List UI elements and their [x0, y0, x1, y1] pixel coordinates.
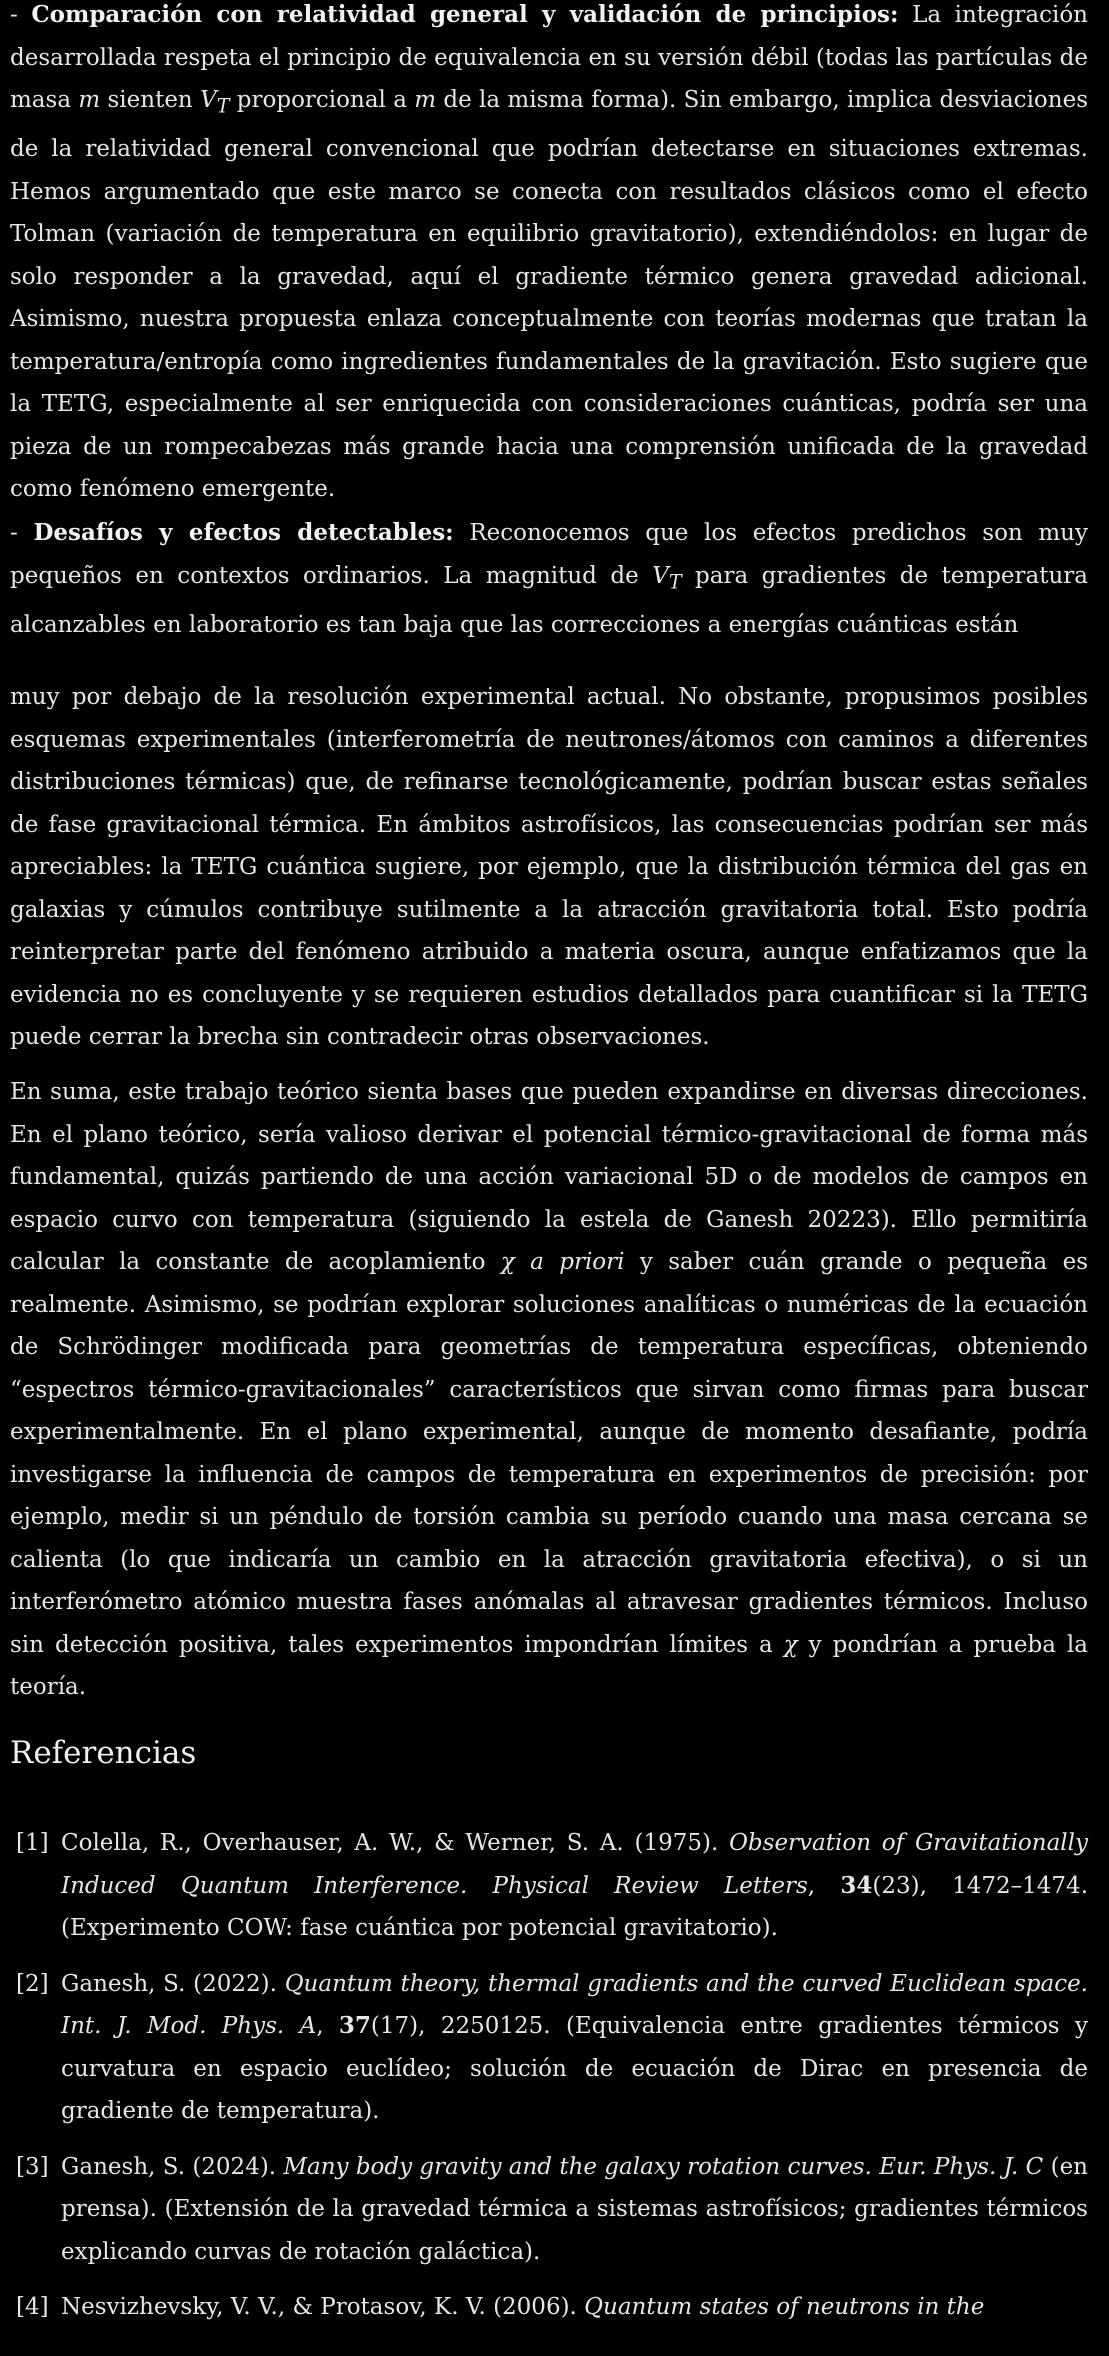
reference-title: Observation of Gravitationally Induced Quantum Interference. Physical Review Letters [61, 1830, 1088, 1899]
reference-details: (17), 2250125. (Equivalencia entre gradientes térmicos y curvatura en espacio euclídeo; solución de ecuación de Dirac en presencia de gradiente de temperatura). [61, 2013, 1088, 2124]
reference-details: (en prensa). (Extensión de la gravedad térmica a sistemas astrofísicos; gradientes térmicos explicando curvas de rotación galáctica). [61, 2153, 1088, 2265]
math-symbol-chi: χ [500, 1249, 515, 1275]
paragraph-text: de la misma forma). Sin embargo, implica desviaciones de la relatividad general convencional que podrían detectarse en situaciones extremas. Hemos argumentado que este marco se conecta con resultados clásicos como el efecto Tolman (variación de temperatura en equilibrio gravitatorio), extendiéndolos: en lugar de solo responder a la gravedad, aquí el gradiente térmico genera gravedad adicional. Asimismo, nuestra propuesta enlaza conceptualmente con teorías modernas que tratan la temperatura/entropía como ingredientes fundamentales de la gravitación. Esto sugiere que la TETG, especialmente al ser enriquecida con consideraciones cuánticas, podría ser una pieza de un rompecabezas más grande hacia una comprensión unificada de la gravedad como fenómeno emergente. [10, 87, 1088, 503]
paragraph-comparacion [10, 0, 1088, 511]
paragraph-heading-desafios: Desafíos y efectos detectables: [33, 519, 454, 546]
paragraph-text: para gradientes de temperatura alcanzables en laboratorio es tan baja que las correcciones a energías cuánticas están [10, 562, 1089, 638]
reference-volume: 37 [338, 2012, 371, 2039]
paragraph-text: y saber cuán grande o pequeña es realmente. Asimismo, se podrían explorar soluciones analíticas o numéricas de la ecuación de Schrödinger modificada para geometrías de temperatura específicas, obteniendo “espectros térmico-gravitacionales” característicos que sirvan como firmas para buscar experimentalmente. En el plano experimental, aunque de momento desafiante, podría investigarse la influencia de campos de temperatura en experimentos de precisión: por ejemplo, medir si un péndulo de torsión cambia su período cuando una masa cercana se calienta (lo que indicaría un cambio en la atracción gravitatoria efectiva), o si un interferómetro atómico muestra fases anómalas al atravesar gradientes térmicos. Incluso sin detección positiva, tales experimentos impondrían límites a [10, 1249, 1089, 1658]
reference-volume: 34 [840, 1871, 873, 1899]
math-symbol-m: m [78, 87, 101, 113]
math-symbol-chi: χ [783, 1631, 798, 1658]
reference-title: Quantum theory, thermal gradients and the curved Euclidean space. Int. J. Mod. Phys. A [61, 1970, 1088, 2039]
reference-authors: Ganesh, S. (2024). [61, 2153, 284, 2180]
reference-item [10, 2146, 1088, 2274]
reference-item [10, 2286, 1088, 2329]
math-subscript-t: T [668, 570, 682, 594]
reference-number: [3] [16, 2153, 49, 2180]
references-heading: Referencias [10, 1735, 197, 1771]
paragraph-text: sienten [100, 87, 201, 113]
reference-authors: Nesvizhevsky, V. V., & Protasov, K. V. (2006). [61, 2294, 585, 2320]
paragraph-desafios [10, 512, 1088, 646]
paragraph-desafios-continued: muy por debajo de la resolución experimental actual. No obstante, propusimos posibles esquemas experimentales (interferometría de neutrones/átomos con caminos a diferentes distribuciones térmicas) que, de refinarse tecnológicamente, podrían buscar estas señales de fase gravitacional térmica. En ámbitos astrofísicos, las consecuencias podrían ser más apreciables: la TETG cuántica sugiere, por ejemplo, que la distribución térmica del gas en galaxias y cúmulos contribuye sutilmente a la atracción gravitatoria total. Esto podría reinterpretar parte del fenómeno atribuido a materia oscura, aunque enfatizamos que la evidencia no es concluyente y se requieren estudios detallados para cuantificar si la TETG puede cerrar la brecha sin contradecir otras observaciones. [10, 684, 1088, 1050]
reference-separator: , [807, 1872, 841, 1899]
reference-authors: Colella, R., Overhauser, A. W., & Werner, S. A. (1975). [61, 1830, 730, 1856]
reference-number: [4] [16, 2294, 49, 2320]
bullet-dash: - [10, 520, 34, 546]
math-symbol-v: V [652, 562, 669, 589]
paragraph-text: proporcional a [229, 87, 415, 113]
references-list [10, 1822, 1088, 2342]
reference-title: Quantum states of neutrons in the [584, 2294, 985, 2320]
reference-authors: Ganesh, S. (2022). [61, 1970, 285, 1997]
reference-details: (23), 1472–1474. (Experimento COW: fase cuántica por potencial gravitatorio). [61, 1872, 1089, 1941]
reference-number: [2] [16, 1970, 49, 1997]
paragraph-text: Reconocemos que los efectos predichos son muy pequeños en contextos ordinarios. La magnitud de [10, 520, 1088, 589]
italic-a-priori: a priori [530, 1249, 625, 1275]
paragraph-text: En suma, este trabajo teórico sienta bases que pueden expandirse en diversas direcciones. En el plano teórico, sería valioso derivar el potencial térmico-gravitacional de forma más fundamental, quizás partiendo de una acción variacional 5D o de modelos de campos en espacio curvo con temperatura (siguiendo la estela de Ganesh 20223). Ello permitiría calcular la constante de acoplamiento [10, 1079, 1088, 1275]
math-subscript-t: T [216, 94, 230, 118]
math-symbol-v: V [200, 87, 217, 113]
paragraph-text: La integración desarrollada respeta el principio de equivalencia en su versión débil (todas las partículas de masa [10, 2, 1088, 113]
bullet-dash: - [10, 2, 32, 28]
paragraph-en-suma [10, 1071, 1088, 1709]
reference-separator: , [316, 2013, 339, 2039]
reference-number: [1] [16, 1830, 49, 1856]
reference-title: Many body gravity and the galaxy rotation curves. Eur. Phys. J. C [283, 2153, 1044, 2180]
math-symbol-m: m [414, 87, 437, 113]
reference-item [10, 1963, 1088, 2133]
paragraph-text: y pondrían a prueba la teoría. [10, 1631, 1088, 1700]
reference-item [10, 1822, 1088, 1950]
paragraph-heading-comparacion: Comparación con relatividad general y validación de principios: [31, 1, 899, 28]
